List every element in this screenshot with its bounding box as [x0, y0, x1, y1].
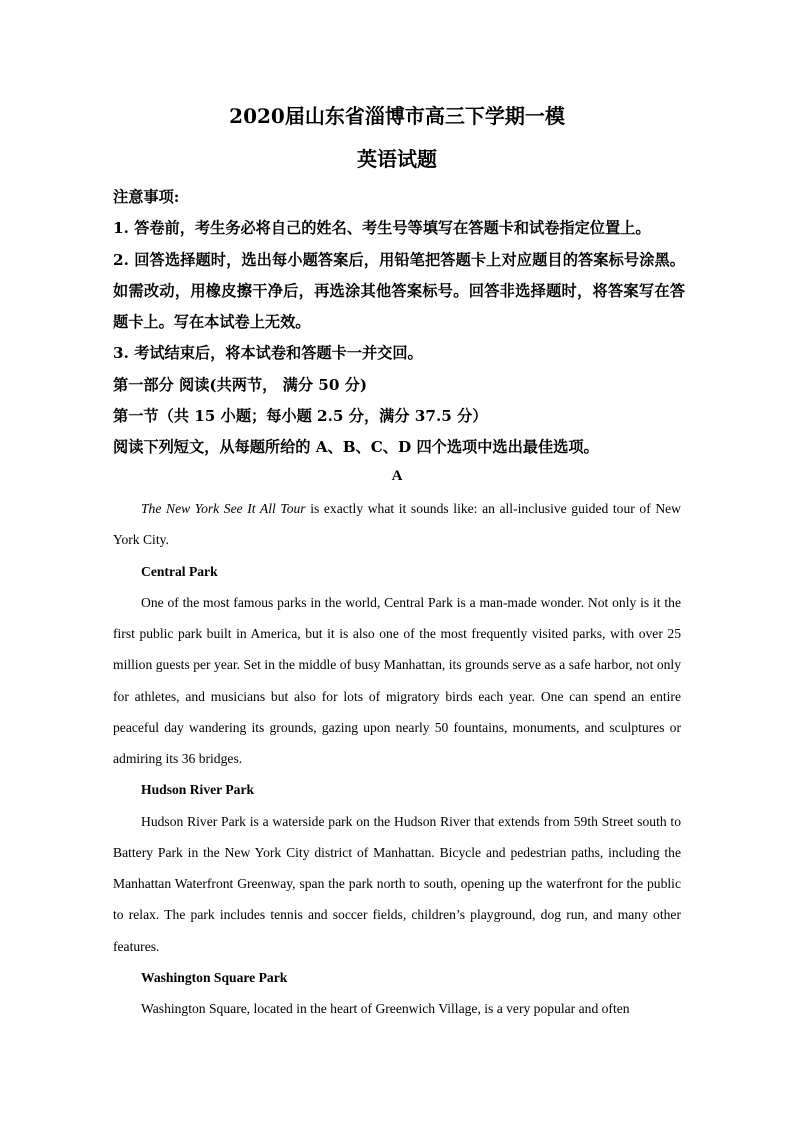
notice-item-2: 2. 回答选择题时，选出每小题答案后，用铅笔把答题卡上对应题目的答案标号涂黑。如需改动，用橡皮擦干净后，再选涂其他答案标号。回答非选择题时，将答案写在答题卡上。写在本试卷上无效。 — [113, 250, 685, 332]
part-heading: 第一部分 阅读(共两节， 满分 50 分) — [113, 375, 368, 394]
hudson-river-park-heading: Hudson River Park — [141, 782, 255, 798]
passage-intro-text: is exactly what it sounds like: an all-inclusive guided tour of New York City. — [113, 501, 681, 548]
hudson-river-park-text: Hudson River Park is a waterside park on the Hudson River that extends from 59th Street south to Battery Park in the New York City district of Manhattan. Bicycle and pedestrian paths, including the Manhattan Waterfront Greenway, span the park north to south, opening up the waterfront for the public to relax. The park includes tennis and soccer fields, children’s playground, dog run, and many other features. — [113, 813, 681, 954]
washington-square-park-text: Washington Square, located in the heart of Greenwich Village, is a very popular and often — [141, 1001, 630, 1016]
section-heading: 第一节（共 15 小题；每小题 2.5 分，满分 37.5 分） — [113, 407, 488, 426]
passage-label: A — [391, 468, 403, 484]
notice-item-1: 1. 答卷前，考生务必将自己的姓名、考生号等填写在答题卡和试卷指定位置上。 — [113, 219, 651, 238]
reading-passage — [113, 493, 681, 1024]
central-park-heading: Central Park — [141, 563, 218, 579]
instruction-text: 阅读下列短文，从每题所给的 A、B、C、D 四个选项中选出最佳选项。 — [113, 438, 599, 457]
exam-subtitle: 英语试题 — [357, 147, 437, 171]
notice-block — [113, 182, 685, 464]
notice-item-3: 3. 考试结束后，将本试卷和答题卡一并交回。 — [113, 344, 423, 363]
passage-intro — [113, 493, 681, 556]
tour-name: The New York See It All Tour — [141, 501, 306, 516]
notice-heading: 注意事项: — [113, 188, 180, 206]
exam-title: 2020届山东省淄博市高三下学期一模 — [229, 104, 565, 128]
central-park-text: One of the most famous parks in the world, Central Park is a man-made wonder. Not only is it the first public park built in America, but it is also one of the most frequently visited parks, with over 25 million guests per year. Set in the middle of busy Manhattan, its grounds serve as a safe harbor, not only for athletes, and musicians but also for lots of migratory birds each year. One can spend an entire peaceful day wandering its grounds, gazing upon nearly 50 fountains, monuments, and sculptures or admiring its 36 bridges. — [113, 594, 681, 766]
washington-square-park-heading: Washington Square Park — [141, 969, 288, 985]
